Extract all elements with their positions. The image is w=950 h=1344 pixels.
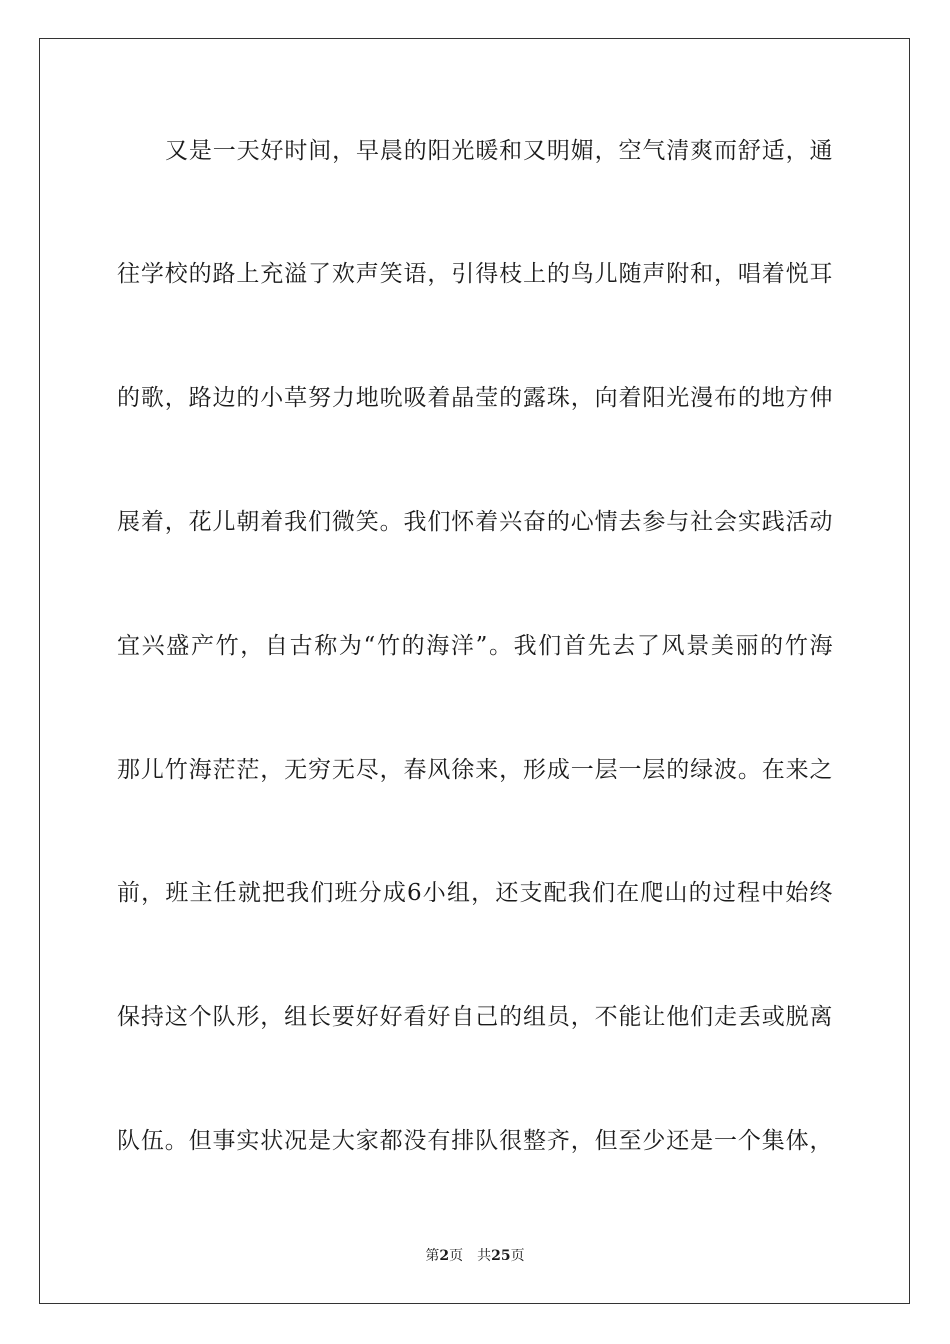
page-border bbox=[39, 38, 910, 1304]
page-total-count: 25 bbox=[491, 1248, 511, 1264]
page-footer bbox=[0, 1247, 950, 1265]
paragraph-line-3: 的歌，路边的小草努力地吮吸着晶莹的露珠，向着阳光漫布的地方伸 bbox=[117, 385, 833, 411]
page-total-suffix: 页 bbox=[510, 1248, 525, 1264]
page-number-prefix: 第 bbox=[425, 1248, 440, 1264]
page-number-current: 2 bbox=[439, 1248, 450, 1264]
page-number-suffix: 页 bbox=[449, 1248, 464, 1264]
page-total-prefix: 共 bbox=[477, 1248, 492, 1264]
paragraph-line-9: 队伍。但事实状况是大家都没有排队很整齐，但至少还是一个集体， bbox=[117, 1128, 833, 1154]
paragraph-line-7: 前，班主任就把我们班分成6小组，还支配我们在爬山的过程中始终 bbox=[117, 880, 833, 906]
paragraph-line-1: 又是一天好时间，早晨的阳光暖和又明媚，空气清爽而舒适，通 bbox=[165, 138, 833, 164]
paragraph-line-5: 宜兴盛产竹，自古称为“竹的海洋”。我们首先去了风景美丽的竹海 bbox=[117, 633, 833, 659]
paragraph-line-4: 展着，花儿朝着我们微笑。我们怀着兴奋的心情去参与社会实践活动 bbox=[117, 509, 833, 535]
paragraph-line-6: 那儿竹海茫茫，无穷无尽，春风徐来，形成一层一层的绿波。在来之 bbox=[117, 757, 833, 783]
paragraph-line-8: 保持这个队形，组长要好好看好自己的组员，不能让他们走丢或脱离 bbox=[117, 1004, 833, 1030]
paragraph-line-2: 往学校的路上充溢了欢声笑语，引得枝上的鸟儿随声附和，唱着悦耳 bbox=[117, 261, 833, 287]
